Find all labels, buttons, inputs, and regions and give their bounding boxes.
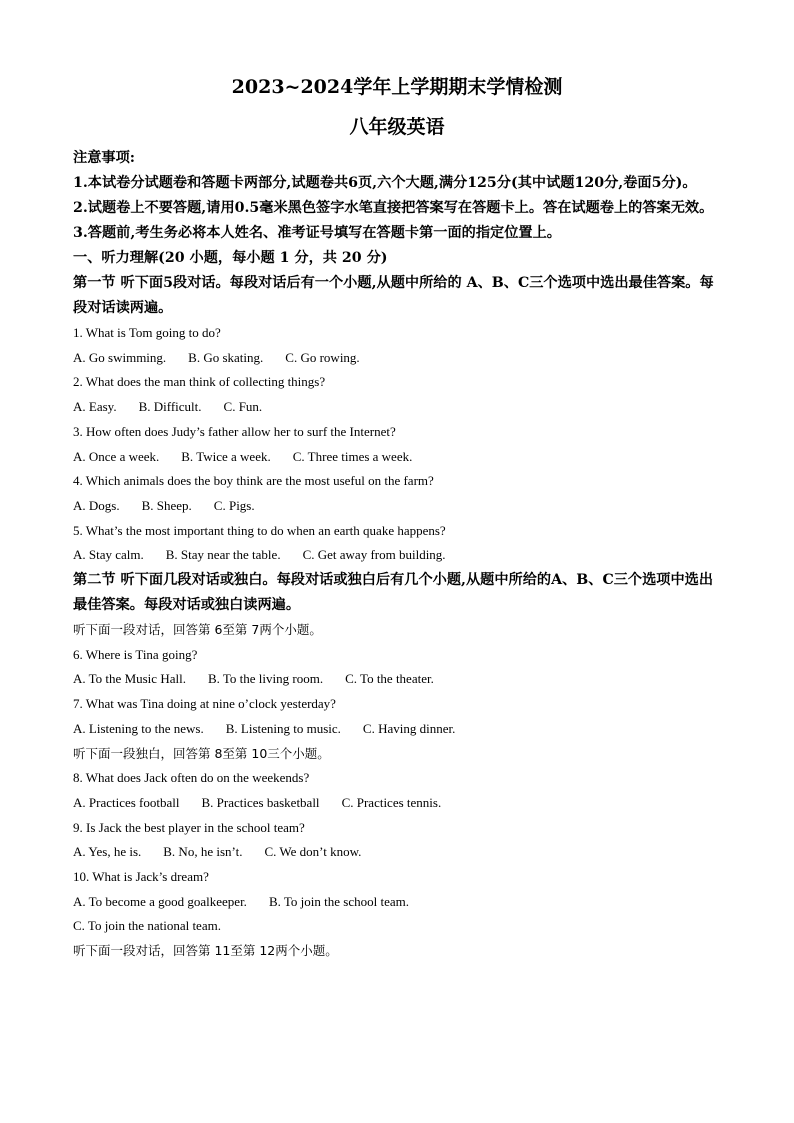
question-1-options <box>73 346 725 371</box>
exam-content <box>73 146 725 964</box>
notice-item-1: 1.本试卷分试题卷和答题卡两部分,试题卷共6页,六个大题,满分125分(其中试题120分,卷面5分)。 <box>73 175 697 191</box>
option-b: B. Difficult. <box>138 399 202 415</box>
option-b: B. Listening to music. <box>225 720 341 736</box>
dialogue-intro-11-12: 听下面一段对话，回答第 11至第 12两个小题。 <box>73 943 338 959</box>
option-c: C. Get away from building. <box>302 547 446 563</box>
option-a: A. Yes, he is. <box>73 844 142 860</box>
question-6: 6. Where is Tina going? <box>73 646 198 662</box>
option-c: C. To the theater. <box>345 671 434 687</box>
option-a: A. Go swimming. <box>73 349 167 365</box>
option-b: B. No, he isn’t. <box>163 844 243 860</box>
notice-item-3: 3.答题前,考生务必将本人姓名、准考证号填写在答题卡第一面的指定位置上。 <box>73 225 561 241</box>
option-b: B. Stay near the table. <box>165 547 281 563</box>
option-b: B. To join the school team. <box>268 893 409 909</box>
option-a: A. Dogs. <box>73 497 120 513</box>
notice-heading: 注意事项: <box>73 150 135 166</box>
question-7-options <box>73 717 725 742</box>
question-6-options <box>73 667 725 692</box>
option-c: C. Practices tennis. <box>341 794 442 810</box>
option-c: C. Pigs. <box>213 497 255 513</box>
option-c: C. Fun. <box>223 399 263 415</box>
option-c: C. To join the national team. <box>73 918 221 934</box>
option-b: B. Practices basketball <box>201 794 320 810</box>
section1-heading: 第一节 听下面5段对话。每段对话后有一个小题,从题中所给的 A、B、C三个选项中选出最佳答案。每段对话读两遍。 <box>73 275 714 316</box>
question-2: 2. What does the man think of collecting things? <box>73 374 326 390</box>
option-a: A. Practices football <box>73 794 180 810</box>
option-a: A. To the Music Hall. <box>73 671 186 687</box>
question-3-options <box>73 445 725 470</box>
question-10-options <box>73 890 725 915</box>
section2-heading: 第二节 听下面几段对话或独白。每段对话或独白后有几个小题,从题中所给的A、B、C三个选项中选出最佳答案。每段对话或独白读两遍。 <box>73 572 714 614</box>
notice-item-2: 2.试题卷上不要答题,请用0.5毫米黑色签字水笔直接把答案写在答题卡上。答在试题卷上的答案无效。 <box>73 200 714 216</box>
option-b: B. Twice a week. <box>181 448 271 464</box>
option-b: B. Sheep. <box>141 497 192 513</box>
question-1: 1. What is Tom going to do? <box>73 325 221 340</box>
question-8: 8. What does Jack often do on the weekends? <box>73 770 310 786</box>
part1-heading: 一、听力理解(20 小题，每小题 1 分，共 20 分) <box>73 250 388 266</box>
option-c: C. Having dinner. <box>362 720 456 736</box>
question-8-options <box>73 791 725 816</box>
question-9-options <box>73 840 725 865</box>
option-c: C. Go rowing. <box>285 349 360 365</box>
monologue-intro-8-10: 听下面一段独白，回答第 8至第 10三个小题。 <box>73 745 330 761</box>
question-4: 4. Which animals does the boy think are the most useful on the farm? <box>73 473 434 489</box>
question-4-options <box>73 494 725 519</box>
option-c: C. We don’t know. <box>264 844 362 860</box>
dialogue-intro-6-7: 听下面一段对话，回答第 6至第 7两个小题。 <box>73 622 322 638</box>
option-a: A. Once a week. <box>73 448 160 464</box>
question-7: 7. What was Tina doing at nine o’clock yesterday? <box>73 696 336 712</box>
question-10: 10. What is Jack’s dream? <box>73 869 209 885</box>
question-5: 5. What’s the most important thing to do when an earth quake happens? <box>73 522 446 538</box>
question-5-options <box>73 543 725 568</box>
exam-title: 2023~2024学年上学期期末学情检测 <box>231 76 563 98</box>
option-a: A. Easy. <box>73 399 117 415</box>
question-9: 9. Is Jack the best player in the school team? <box>73 819 305 835</box>
option-a: A. Stay calm. <box>73 547 144 563</box>
option-a: A. Listening to the news. <box>73 720 204 736</box>
option-c: C. Three times a week. <box>292 448 413 464</box>
option-b: B. Go skating. <box>188 349 264 365</box>
option-b: B. To the living room. <box>207 671 324 687</box>
question-2-options <box>73 395 725 420</box>
question-3: 3. How often does Judy’s father allow her to surf the Internet? <box>73 423 396 439</box>
exam-subtitle: 八年级英语 <box>349 116 445 138</box>
option-a: A. To become a good goalkeeper. <box>73 893 247 909</box>
